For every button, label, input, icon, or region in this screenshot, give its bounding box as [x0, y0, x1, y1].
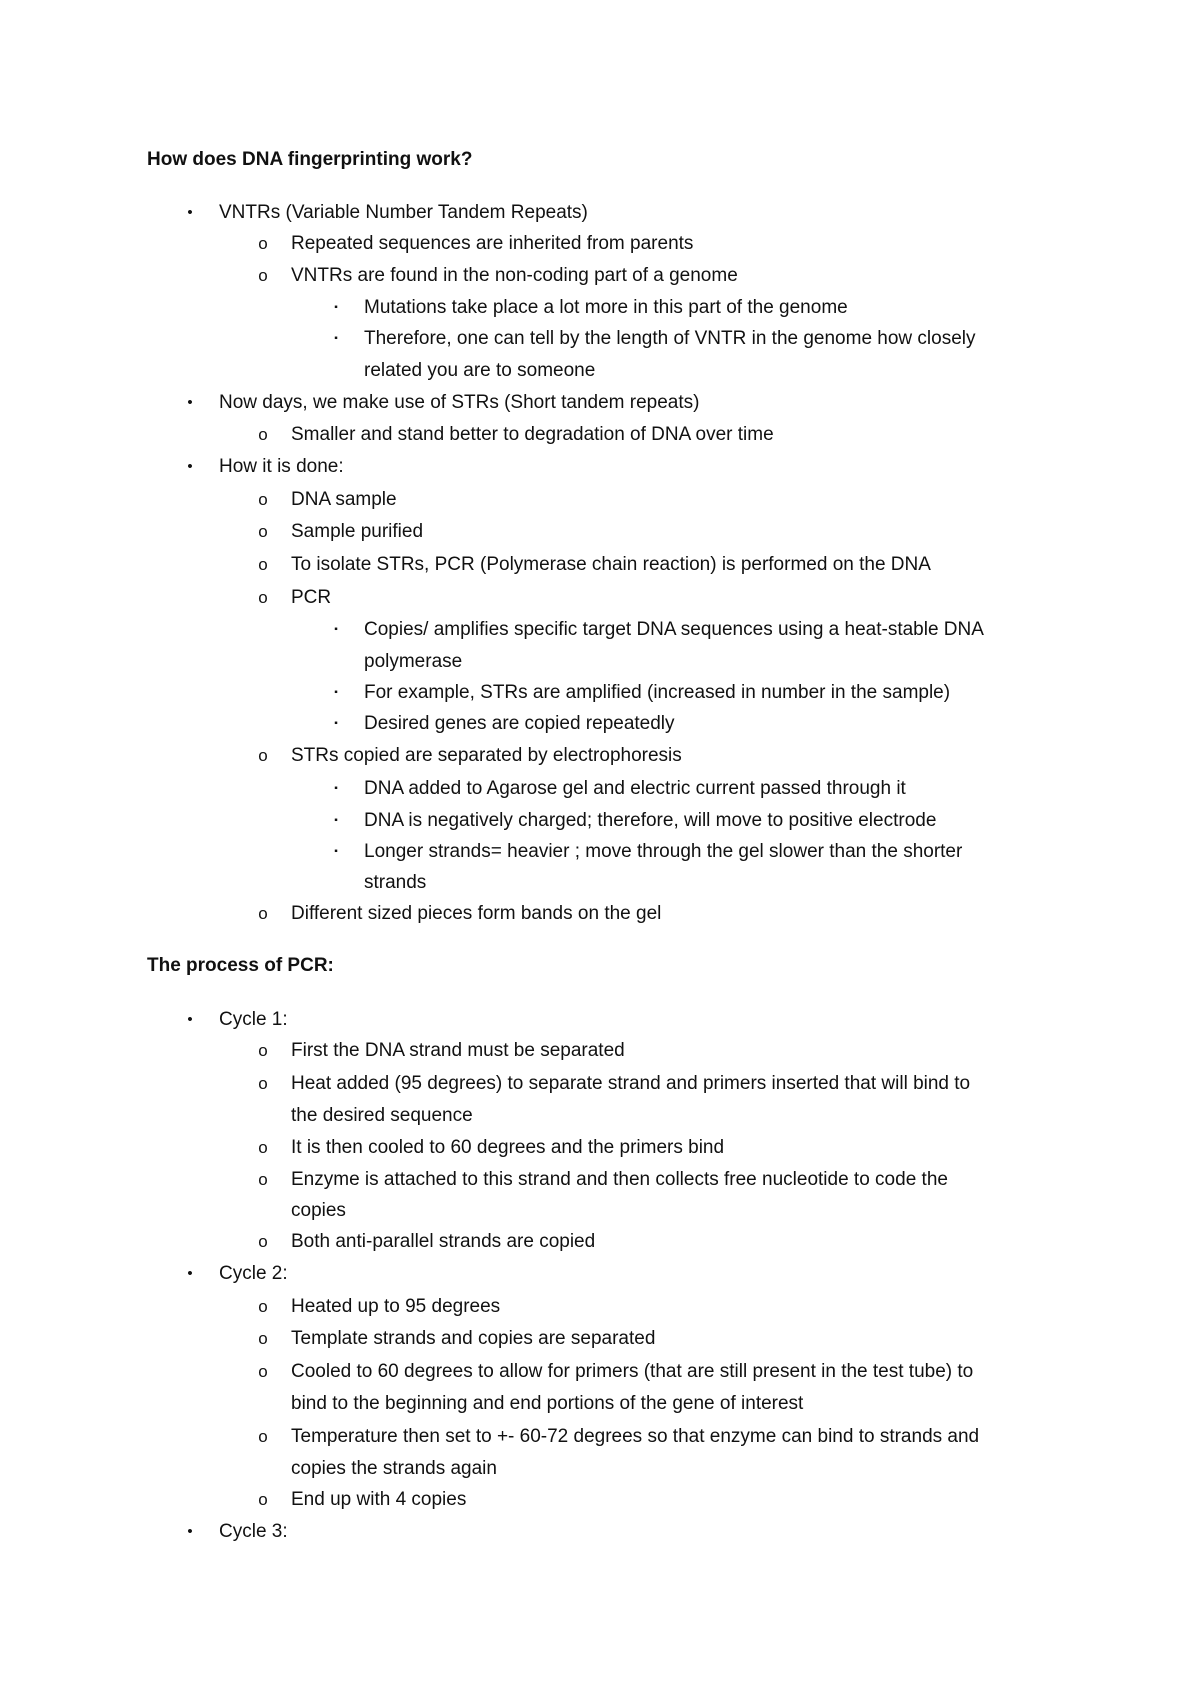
list-item: To isolate STRs, PCR (Polymerase chain reaction) is performed on the DNA [291, 554, 931, 575]
bullet-square: ▪ [334, 624, 338, 635]
list-item: DNA sample [291, 489, 397, 510]
bullet-circle: o [258, 1074, 268, 1093]
list-item-continuation: copies [291, 1200, 346, 1221]
bullet-square: ▪ [334, 333, 338, 344]
list-item: Template strands and copies are separated [291, 1328, 656, 1349]
list-item-continuation: polymerase [364, 651, 463, 672]
list-item: Smaller and stand better to degradation of DNA over time [291, 424, 774, 445]
list-item: Copies/ amplifies specific target DNA sequences using a heat-stable DNA [364, 619, 984, 640]
list-item: First the DNA strand must be separated [291, 1040, 625, 1061]
bullet-circle: o [258, 746, 268, 765]
list-item: Enzyme is attached to this strand and then collects free nucleotide to code the [291, 1169, 948, 1190]
bullet-circle: o [258, 1232, 268, 1251]
list-item-continuation: related you are to someone [364, 360, 596, 381]
bullet-disc: • [187, 458, 193, 475]
bullet-square: ▪ [334, 302, 338, 313]
bullet-square: ▪ [334, 846, 338, 857]
bullet-circle: o [258, 1362, 268, 1381]
list-item: STRs copied are separated by electrophoresis [291, 745, 682, 766]
bullet-circle: o [258, 234, 268, 253]
list-item-continuation: copies the strands again [291, 1458, 497, 1479]
list-item-continuation: bind to the beginning and end portions of the gene of interest [291, 1393, 804, 1414]
list-item: Cycle 3: [219, 1521, 288, 1542]
list-item: Therefore, one can tell by the length of VNTR in the genome how closely [364, 328, 976, 349]
bullet-circle: o [258, 1329, 268, 1348]
bullet-circle: o [258, 555, 268, 574]
bullet-circle: o [258, 1297, 268, 1316]
bullet-disc: • [187, 204, 193, 221]
list-item: How it is done: [219, 456, 344, 477]
bullet-disc: • [187, 1523, 193, 1540]
list-item: For example, STRs are amplified (increased in number in the sample) [364, 682, 951, 703]
bullet-square: ▪ [334, 815, 338, 826]
section-heading-pcr-process: The process of PCR: [147, 955, 334, 976]
list-item: Repeated sequences are inherited from parents [291, 233, 694, 254]
bullet-square: ▪ [334, 718, 338, 729]
list-item: DNA is negatively charged; therefore, will move to positive electrode [364, 810, 937, 831]
bullet-circle: o [258, 588, 268, 607]
list-item: PCR [291, 587, 332, 608]
list-item: Temperature then set to +- 60-72 degrees so that enzyme can bind to strands and [291, 1426, 980, 1447]
list-item-continuation: strands [364, 872, 427, 893]
list-item: DNA added to Agarose gel and electric current passed through it [364, 778, 906, 799]
bullet-square: ▪ [334, 687, 338, 698]
bullet-circle: o [258, 1170, 268, 1189]
bullet-circle: o [258, 266, 268, 285]
list-item: Cycle 1: [219, 1009, 288, 1030]
list-item: Desired genes are copied repeatedly [364, 713, 675, 734]
bullet-circle: o [258, 425, 268, 444]
bullet-square: ▪ [334, 783, 338, 794]
list-item: Both anti-parallel strands are copied [291, 1231, 596, 1252]
list-item: It is then cooled to 60 degrees and the primers bind [291, 1137, 725, 1158]
list-item: Heat added (95 degrees) to separate strand and primers inserted that will bind to [291, 1073, 971, 1094]
list-item-continuation: the desired sequence [291, 1105, 473, 1126]
bullet-circle: o [258, 1041, 268, 1060]
list-item: Now days, we make use of STRs (Short tandem repeats) [219, 392, 700, 413]
bullet-circle: o [258, 1490, 268, 1509]
bullet-circle: o [258, 490, 268, 509]
list-item: Longer strands= heavier ; move through the gel slower than the shorter [364, 841, 963, 862]
bullet-circle: o [258, 904, 268, 923]
bullet-disc: • [187, 1011, 193, 1028]
list-item: Mutations take place a lot more in this part of the genome [364, 297, 848, 318]
list-item: Cooled to 60 degrees to allow for primers (that are still present in the test tube) to [291, 1361, 974, 1382]
list-item: End up with 4 copies [291, 1489, 467, 1510]
list-item: Different sized pieces form bands on the gel [291, 903, 662, 924]
bullet-circle: o [258, 1427, 268, 1446]
bullet-circle: o [258, 1138, 268, 1157]
section-heading-dna-fingerprinting: How does DNA fingerprinting work? [147, 149, 473, 170]
bullet-circle: o [258, 522, 268, 541]
list-item: Cycle 2: [219, 1263, 288, 1284]
list-item: Sample purified [291, 521, 424, 542]
list-item: VNTRs (Variable Number Tandem Repeats) [219, 202, 588, 223]
bullet-disc: • [187, 394, 193, 411]
list-item: Heated up to 95 degrees [291, 1296, 501, 1317]
list-item: VNTRs are found in the non-coding part of a genome [291, 265, 738, 286]
bullet-disc: • [187, 1265, 193, 1282]
